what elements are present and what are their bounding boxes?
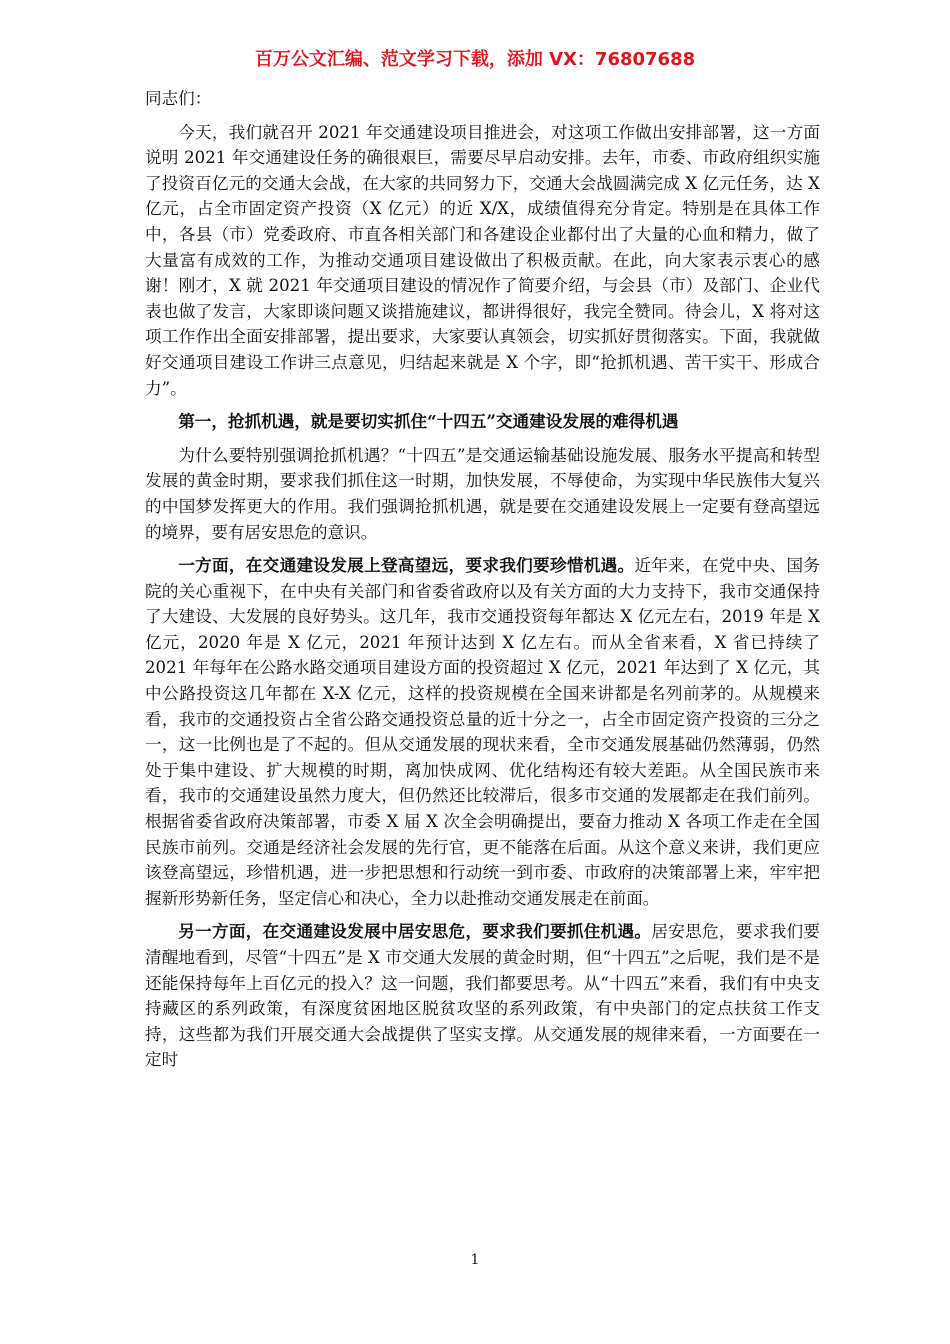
page-number: 1 — [470, 1252, 480, 1268]
paragraph-body-text: 居安思危，要求我们要清醒地看到，尽管“十四五”是 X 市交通大发展的黄金时期，但“十四五”之后呢，我们是不是还能保持每年上百亿元的投入？这一问题，我们都要思考。从“十四五”来看，我们有中央支持藏区的系列政策，有深度贫困地区脱贫攻坚的系列政策，有中央部门的定点扶贫工作支持，这些都为我们开展交通大会战提供了坚实支撑。从交通发展的规律来看，一方面要在一定时 — [145, 922, 821, 1070]
document-body — [145, 86, 820, 1073]
paragraph-cherish-opportunity — [145, 553, 820, 911]
paragraph-why-opportunity: 为什么要特别强调抢抓机遇？“十四五”是交通运输基础设施发展、服务水平提高和转型发展的黄金时期，要求我们抓住这一时期，加快发展，不辱使命，为实现中华民族伟大复兴的中国梦发挥更大的作用。我们强调抢抓机遇，就是要在交通建设发展上一定要有登高望远的境界，要有居安思危的意识。 — [145, 445, 820, 542]
paragraph-lead-text: 另一方面，在交通建设发展中居安思危，要求我们要抓住机遇。 — [178, 921, 652, 942]
salutation: 同志们： — [145, 89, 212, 108]
paragraph-body-text: 近年来，在党中央、国务院的关心重视下，在中央有关部门和省委省政府以及有关方面的大力支持下，我市交通保持了大建设、大发展的良好势头。这几年，我市交通投资每年都达 X 亿元左右，2019 年是 X 亿元，2020 年是 X 亿元，2021 年预计达到 X 亿左右。而从全省来看，X 省已持续了 2021 年每年在公路水路交通项目建设方面的投资超过 X 亿元，2021 年达到了 X 亿元，其中公路投资这几年都在 X-X 亿元，这样的投资规模在全国来讲都是名列前茅的。从规模来看，我市的交通投资占全省公路交通投资总量的近十分之一，占全市固定资产投资的三分之一，这一比例也是了不起的。但从交通发展的现状来看，全市交通发展基础仍然薄弱，仍然处于集中建设、扩大规模的时期，离加快成网、优化结构还有较大差距。从全国民族市来看，我市的交通建设虽然力度大，但仍然还比较滞后，很多市交通的发展都走在我们前列。根据省委省政府决策部署，市委 X 届 X 次全会明确提出，要奋力推动 X 各项工作走在全国民族市前列。交通是经济社会发展的先行官，更不能落在后面。从这个意义来讲，我们更应该登高望远，珍惜机遇，进一步把思想和行动统一到市委、市政府的决策部署上来，牢牢把握新形势新任务，坚定信心和决心，全力以赴推动交通发展走在前面。 — [145, 556, 821, 908]
section-heading-1: 第一，抢抓机遇，就是要切实抓住“十四五”交通建设发展的难得机遇 — [178, 411, 679, 432]
paragraph-seize-opportunity — [145, 919, 820, 1073]
paragraph-intro: 今天，我们就召开 2021 年交通建设项目推进会，对这项工作做出安排部署，这一方面说明 2021 年交通建设任务的确很艰巨，需要尽早启动安排。去年，市委、市政府组织实施了投资百亿元的交通大会战，在大家的共同努力下，交通大会战圆满完成 X 亿元任务，达 X 亿元，占全市固定资产投资（X 亿元）的近 X/X，成绩值得充分肯定。特别是在具体工作中，各县（市）党委政府、市直各相关部门和各建设企业都付出了大量的心血和精力，做了大量富有成效的工作，为推动交通项目建设做出了积极贡献。在此，向大家表示衷心的感谢！刚才，X 就 2021 年交通项目建设的情况作了简要介绍，与会县（市）及部门、企业代表也做了发言，大家即谈问题又谈措施建议，都讲得很好，我完全赞同。待会儿，X 将对这项工作作出全面安排部署，提出要求，大家要认真领会，切实抓好贯彻落实。下面，我就做好交通项目建设工作讲三点意见，归结起来就是 X 个字，即“抢抓机遇、苦干实干、形成合力”。 — [145, 122, 820, 398]
paragraph-lead-text: 一方面，在交通建设发展上登高望远，要求我们要珍惜机遇。 — [178, 555, 635, 576]
watermark-banner: 百万公文汇编、范文学习下载，添加 VX：76807688 — [254, 49, 696, 70]
